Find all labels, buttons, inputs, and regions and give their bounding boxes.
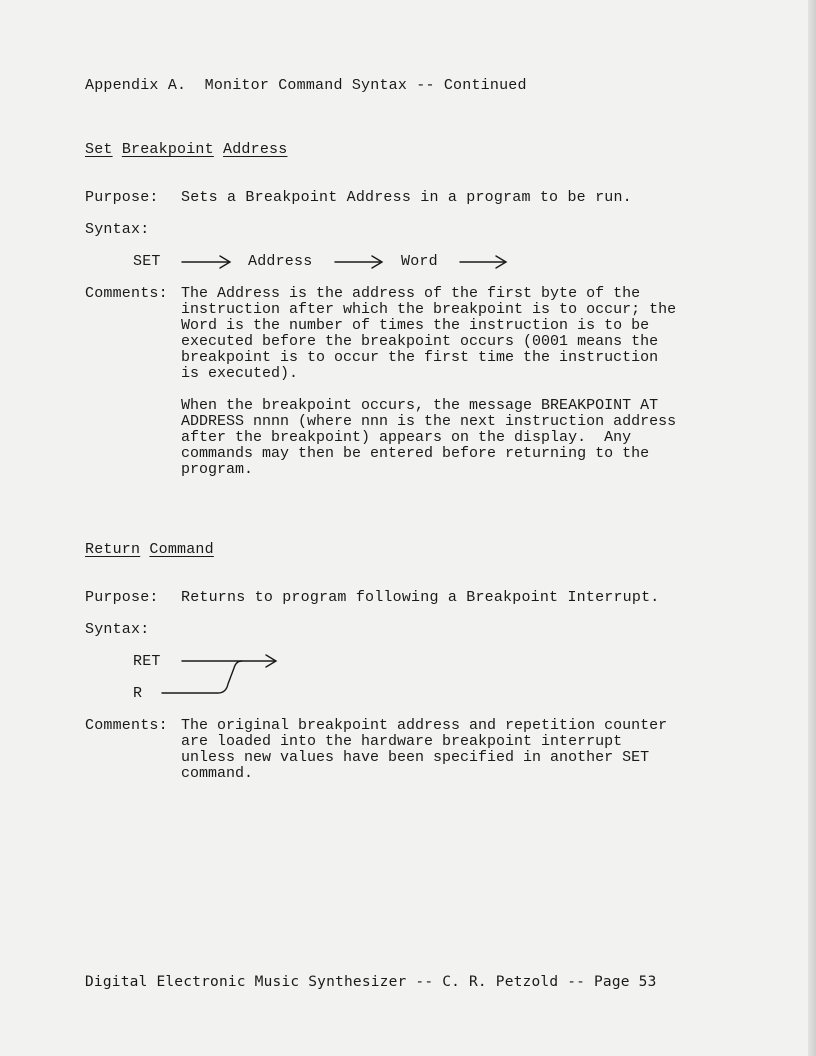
- comment-line: is executed).: [181, 365, 299, 382]
- comment-line: after the breakpoint) appears on the display. Any: [181, 429, 632, 446]
- comments-label: Comments:: [85, 717, 168, 734]
- comment-line: instruction after which the breakpoint is to occur; the: [181, 301, 677, 318]
- comment-line: command.: [181, 765, 254, 782]
- arrow-right-icon: [182, 655, 276, 667]
- syntax-token-address: Address: [248, 253, 313, 270]
- comment-line: Word is the number of times the instruction is to be: [181, 317, 650, 334]
- comment-line: unless new values have been specified in another SET: [181, 749, 650, 766]
- comment-line: program.: [181, 461, 254, 478]
- purpose-label: Purpose:: [85, 189, 159, 206]
- page-footer: Digital Electronic Music Synthesizer -- C. R. Petzold -- Page 53: [85, 974, 657, 990]
- comments-paragraph: [181, 718, 667, 782]
- merge-line: [162, 661, 242, 693]
- comment-line: commands may then be entered before returning to the: [181, 445, 650, 462]
- syntax-keyword-set: SET: [133, 253, 161, 270]
- comment-line: are loaded into the hardware breakpoint interrupt: [181, 733, 623, 750]
- title-word: Address: [223, 141, 288, 158]
- syntax-keyword-ret: RET: [133, 653, 161, 670]
- syntax-label: Syntax:: [85, 621, 150, 638]
- comment-line: breakpoint is to occur the first time the instruction: [181, 349, 659, 366]
- title-word: Set: [85, 141, 113, 158]
- syntax-label: Syntax:: [85, 221, 150, 238]
- comment-line: ADDRESS nnnn (where nnn is the next instruction address: [181, 413, 677, 430]
- comment-line: executed before the breakpoint occurs (0001 means the: [181, 333, 659, 350]
- comments-label: Comments:: [85, 285, 168, 302]
- purpose-text: Returns to program following a Breakpoint Interrupt.: [181, 589, 660, 606]
- syntax-token-word: Word: [401, 253, 438, 270]
- title-word: Breakpoint: [121, 141, 214, 158]
- page-header: Appendix A. Monitor Command Syntax -- Continued: [85, 77, 527, 94]
- comment-line: The original breakpoint address and repetition counter: [181, 717, 668, 734]
- comment-line: The Address is the address of the first byte of the: [181, 285, 641, 302]
- syntax-keyword-r: R: [133, 685, 143, 702]
- purpose-label: Purpose:: [85, 589, 159, 606]
- title-word: Return: [85, 541, 141, 558]
- title-word: Command: [149, 541, 214, 558]
- comment-line: When the breakpoint occurs, the message BREAKPOINT AT: [181, 397, 659, 414]
- purpose-text: Sets a Breakpoint Address in a program to be run.: [181, 189, 632, 206]
